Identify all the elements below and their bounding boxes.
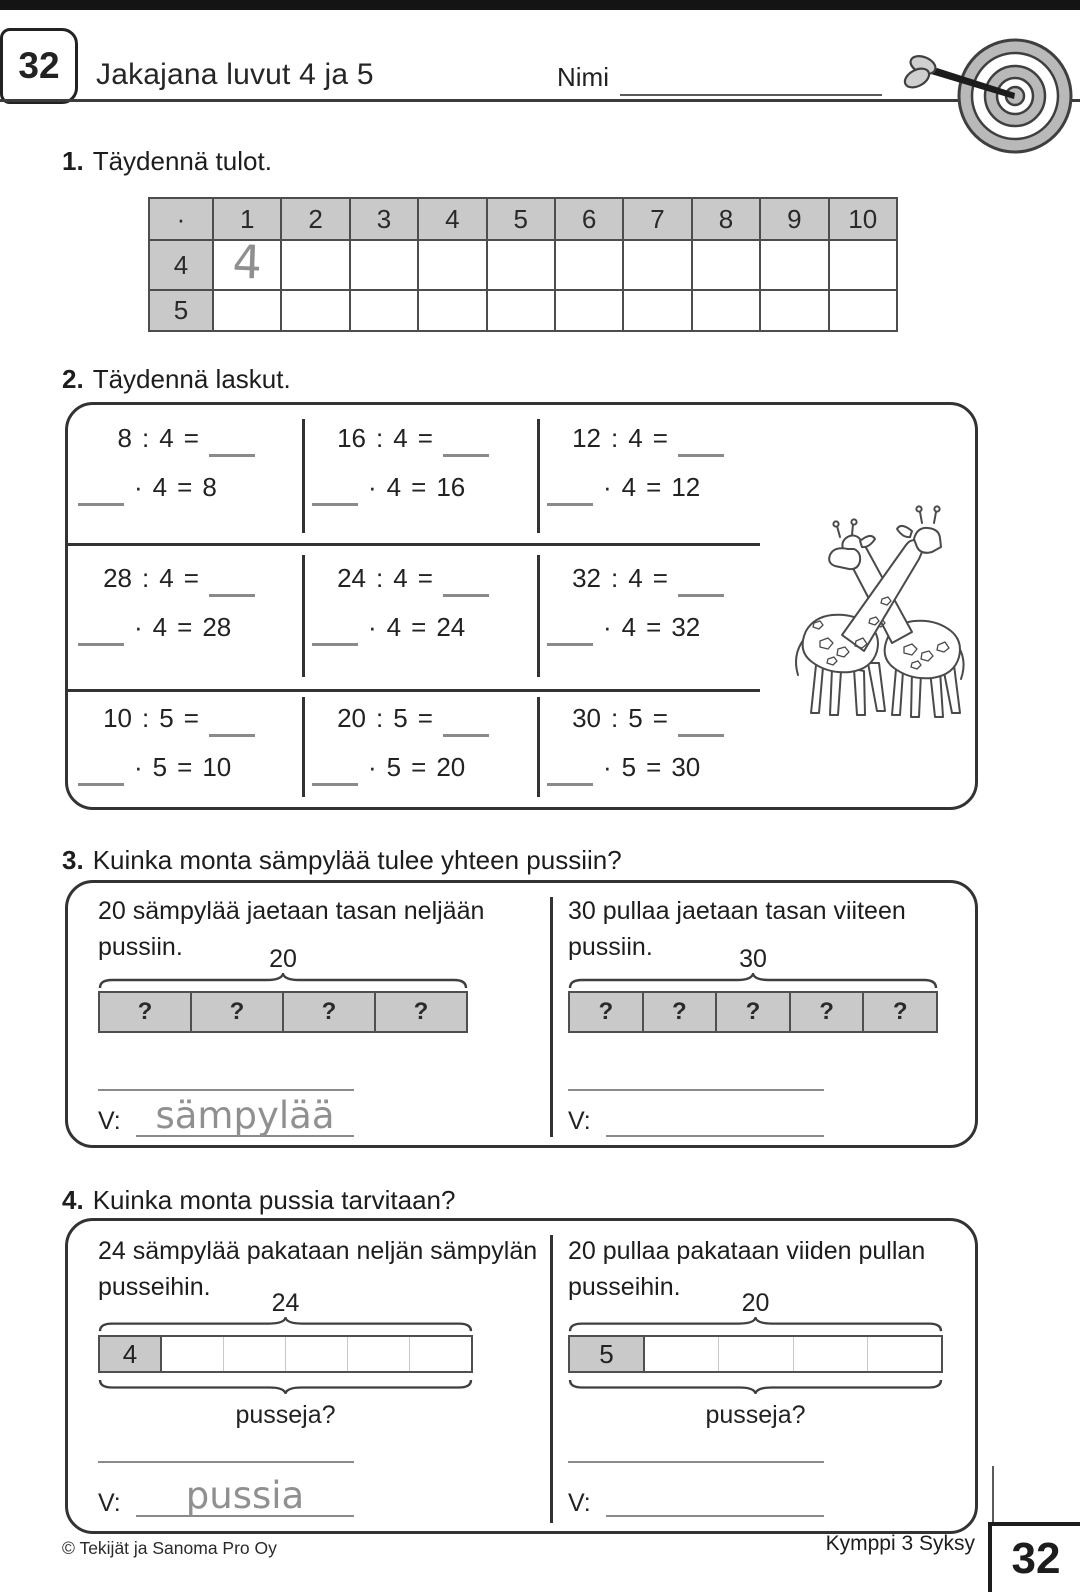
bar-segment xyxy=(224,1337,286,1371)
divisor: 4 xyxy=(628,423,643,453)
calculation-line[interactable] xyxy=(568,1461,824,1463)
multiplication-line xyxy=(312,610,540,659)
multiplication-line xyxy=(312,750,540,799)
answer-blank[interactable] xyxy=(547,760,593,786)
series-title: Kymppi 3 Syksy xyxy=(825,1532,975,1555)
table-row-header: 5 xyxy=(149,290,213,331)
division-line xyxy=(330,561,540,610)
divisor: 5 xyxy=(159,703,174,733)
divisor: 4 xyxy=(628,563,643,593)
ex3-box xyxy=(65,880,978,1148)
divisor: 4 xyxy=(159,423,174,453)
divisor: 4 xyxy=(393,563,408,593)
colon-sign: : xyxy=(376,703,384,733)
group-size-cell: 5 xyxy=(570,1337,645,1371)
colon-sign: : xyxy=(611,563,619,593)
colon-sign: : xyxy=(611,423,619,453)
dividend: 30 xyxy=(572,703,601,733)
table-cell[interactable] xyxy=(350,290,418,331)
dividend: 8 xyxy=(117,423,132,453)
v-label: V: xyxy=(98,1489,121,1517)
answer-blank[interactable] xyxy=(209,571,255,597)
problem-text: 30 pullaa jaetaan tasan viiteen xyxy=(568,897,906,925)
times-sign: · xyxy=(368,612,377,642)
total-label: 20 xyxy=(269,945,297,973)
table-cell[interactable] xyxy=(213,234,281,290)
factor: 5 xyxy=(621,752,637,782)
answer-blank[interactable] xyxy=(547,620,593,646)
table-corner-operator: · xyxy=(149,198,213,240)
problem-text: pusseihin. xyxy=(568,1273,681,1301)
group-divider-horizontal xyxy=(68,543,760,546)
equation-cell xyxy=(330,421,540,519)
table-cell[interactable] xyxy=(829,290,897,331)
ex1-number: 1. xyxy=(62,146,84,176)
copyright: © Tekijät ja Sanoma Pro Oy xyxy=(62,1538,277,1558)
table-cell[interactable] xyxy=(692,240,760,290)
answer-line[interactable] xyxy=(606,1473,824,1517)
multiplication-line xyxy=(547,750,775,799)
answer-blank[interactable] xyxy=(312,620,358,646)
table-col-header: 10 xyxy=(829,198,897,240)
dartboard-icon xyxy=(893,36,1079,158)
bar-segment xyxy=(162,1337,224,1371)
bar-cell: ? xyxy=(192,993,284,1031)
partition-bar xyxy=(98,991,468,1033)
product: 32 xyxy=(671,612,701,642)
times-sign: · xyxy=(603,472,612,502)
problem-text: pussiin. xyxy=(98,933,183,961)
equals-sign: = xyxy=(183,703,199,733)
factor: 4 xyxy=(152,472,168,502)
page-title: Jakajana luvut 4 ja 5 xyxy=(96,58,374,91)
multiplication-line xyxy=(547,610,775,659)
page-number-stem xyxy=(992,1466,994,1524)
equals-sign: = xyxy=(652,703,668,733)
v-label: V: xyxy=(98,1107,121,1135)
equals-sign: = xyxy=(417,563,433,593)
bar-cell: ? xyxy=(413,998,429,1025)
table-cell[interactable] xyxy=(692,290,760,331)
factor: 4 xyxy=(621,612,637,642)
page-number: 32 xyxy=(1011,1534,1061,1583)
equals-sign: = xyxy=(183,563,199,593)
giraffes-illustration xyxy=(780,501,980,725)
table-col-header: 8 xyxy=(692,198,760,240)
answer-blank[interactable] xyxy=(209,431,255,457)
division-line xyxy=(565,561,775,610)
equals-sign: = xyxy=(652,563,668,593)
table-cell[interactable] xyxy=(555,240,623,290)
answer-blank[interactable] xyxy=(443,431,489,457)
times-sign: · xyxy=(603,612,612,642)
brace-top-icon xyxy=(98,973,468,989)
table-col-header: 5 xyxy=(487,198,555,240)
colon-sign: : xyxy=(376,563,384,593)
bar-cell: ? xyxy=(892,998,908,1025)
product: 20 xyxy=(436,752,466,782)
table-header-row xyxy=(149,198,897,240)
table-col-header: 7 xyxy=(623,198,691,240)
equation-cell xyxy=(96,421,306,519)
name-label: Nimi xyxy=(557,62,609,92)
brace-top-icon xyxy=(568,1317,943,1332)
divisor: 5 xyxy=(393,703,408,733)
answer-blank[interactable] xyxy=(443,711,489,737)
bar-cell: ? xyxy=(644,993,718,1031)
divisor: 5 xyxy=(628,703,643,733)
calculation-line[interactable] xyxy=(98,1089,354,1091)
answer-line[interactable] xyxy=(606,1093,824,1137)
table-cell[interactable] xyxy=(623,240,691,290)
lesson-number: 32 xyxy=(18,45,60,86)
table-col-header: 2 xyxy=(281,198,349,240)
colon-sign: : xyxy=(611,703,619,733)
problem-text: 20 pullaa pakataan viiden pullan xyxy=(568,1237,926,1265)
pane-divider xyxy=(550,897,553,1137)
bar-cell: ? xyxy=(100,993,192,1031)
table-cell[interactable] xyxy=(418,240,486,290)
table-cell[interactable] xyxy=(487,290,555,331)
ex4-box xyxy=(65,1218,978,1534)
times-sign: · xyxy=(368,752,377,782)
calculation-line[interactable] xyxy=(98,1461,354,1463)
answer-blank[interactable] xyxy=(78,760,124,786)
page-number-box xyxy=(988,1522,1080,1592)
table-row-header: 4 xyxy=(149,240,213,290)
ex1-heading xyxy=(62,146,272,177)
factor: 5 xyxy=(152,752,168,782)
answer-blank[interactable] xyxy=(312,760,358,786)
division-line xyxy=(96,561,306,610)
multiplication-table xyxy=(148,197,898,332)
brace-bottom-icon xyxy=(98,1379,473,1394)
equation-cell xyxy=(565,421,775,519)
ex3-number: 3. xyxy=(62,845,84,875)
total-label: 24 xyxy=(271,1289,300,1317)
bar-segment xyxy=(794,1337,868,1371)
ex4-heading xyxy=(62,1185,455,1216)
ex2-heading-text: Täydennä laskut. xyxy=(92,364,291,394)
table-cell[interactable] xyxy=(555,290,623,331)
dividend: 16 xyxy=(337,423,366,453)
group-size-cell: 4 xyxy=(100,1337,162,1371)
bags-question-label: pusseja? xyxy=(235,1401,336,1429)
multiplication-line xyxy=(547,470,775,519)
equals-sign: = xyxy=(411,752,427,782)
dividend: 28 xyxy=(103,563,132,593)
equals-sign: = xyxy=(646,752,662,782)
bar-cell: ? xyxy=(791,993,865,1031)
product: 10 xyxy=(202,752,232,782)
answer-blank[interactable] xyxy=(443,571,489,597)
factor: 5 xyxy=(386,752,402,782)
table-cell[interactable] xyxy=(418,290,486,331)
multiplication-line xyxy=(78,610,306,659)
problem-text: pusseihin. xyxy=(98,1273,211,1301)
top-edge-bar xyxy=(0,0,1080,10)
product: 30 xyxy=(671,752,701,782)
division-line xyxy=(330,421,540,470)
answer-blank[interactable] xyxy=(678,571,724,597)
answer-blank[interactable] xyxy=(209,711,255,737)
bags-question-label: pusseja? xyxy=(705,1401,806,1429)
ex1-heading-text: Täydennä tulot. xyxy=(92,146,272,176)
handwritten-answer: 4 xyxy=(231,234,263,290)
bar-cell: ? xyxy=(570,993,644,1031)
equals-sign: = xyxy=(177,752,193,782)
equals-sign: = xyxy=(177,612,193,642)
product: 24 xyxy=(436,612,466,642)
dividend: 24 xyxy=(337,563,366,593)
division-line xyxy=(565,421,775,470)
answer-blank[interactable] xyxy=(78,480,124,506)
table-cell[interactable] xyxy=(829,240,897,290)
dividend: 10 xyxy=(103,703,132,733)
colon-sign: : xyxy=(376,423,384,453)
times-sign: · xyxy=(134,752,143,782)
ex4-number: 4. xyxy=(62,1185,84,1215)
dividend: 12 xyxy=(572,423,601,453)
answer-blank[interactable] xyxy=(78,620,124,646)
measurement-bar xyxy=(98,1335,473,1373)
dividend: 32 xyxy=(572,563,601,593)
table-row xyxy=(149,240,897,290)
equals-sign: = xyxy=(177,472,193,502)
partition-bar xyxy=(568,991,938,1033)
answer-line[interactable]: sämpylää xyxy=(136,1093,354,1137)
product: 12 xyxy=(671,472,701,502)
bar-cell: ? xyxy=(717,993,791,1031)
division-line xyxy=(330,701,540,750)
table-col-header: 6 xyxy=(555,198,623,240)
times-sign: · xyxy=(134,472,143,502)
table-cell[interactable] xyxy=(281,240,349,290)
ex2-box xyxy=(65,402,978,810)
product: 8 xyxy=(202,472,217,502)
table-row xyxy=(149,290,897,331)
multiplication-line xyxy=(78,470,306,519)
problem-text: 20 sämpylää jaetaan tasan neljään xyxy=(98,897,485,925)
answer-blank[interactable] xyxy=(312,480,358,506)
times-sign: · xyxy=(603,752,612,782)
table-cell[interactable] xyxy=(760,290,828,331)
times-sign: · xyxy=(134,612,143,642)
ex3-heading-text: Kuinka monta sämpylää tulee yhteen pussiin? xyxy=(92,845,622,875)
equation-cell xyxy=(96,561,306,659)
colon-sign: : xyxy=(142,703,150,733)
equals-sign: = xyxy=(417,423,433,453)
bar-segment xyxy=(645,1337,719,1371)
ex2-number: 2. xyxy=(62,364,84,394)
colon-sign: : xyxy=(142,563,150,593)
divisor: 4 xyxy=(159,563,174,593)
equation-cell xyxy=(565,701,775,799)
equals-sign: = xyxy=(417,703,433,733)
equation-cell xyxy=(96,701,306,799)
table-cell[interactable] xyxy=(760,240,828,290)
brace-top-icon xyxy=(568,973,938,989)
pane-divider xyxy=(550,1235,553,1523)
table-col-header: 3 xyxy=(350,198,418,240)
table-cell[interactable] xyxy=(487,240,555,290)
ex4-heading-text: Kuinka monta pussia tarvitaan? xyxy=(92,1185,456,1215)
table-col-header: 4 xyxy=(418,198,486,240)
total-label: 20 xyxy=(741,1289,770,1317)
answer-blank[interactable] xyxy=(678,711,724,737)
factor: 4 xyxy=(386,472,402,502)
equation-cell xyxy=(565,561,775,659)
table-cell[interactable] xyxy=(623,290,691,331)
bar-segment xyxy=(410,1337,471,1371)
factor: 4 xyxy=(152,612,168,642)
equals-sign: = xyxy=(646,472,662,502)
table-cell[interactable] xyxy=(213,290,281,331)
equals-sign: = xyxy=(183,423,199,453)
equals-sign: = xyxy=(646,612,662,642)
times-sign: · xyxy=(368,472,377,502)
equation-cell xyxy=(330,701,540,799)
product: 16 xyxy=(436,472,466,502)
brace-top-icon xyxy=(98,1317,473,1332)
brace-bottom-icon xyxy=(568,1379,943,1394)
bar-segment xyxy=(868,1337,941,1371)
total-label: 30 xyxy=(739,945,767,973)
problem-text: 24 sämpylää pakataan neljän sämpylän xyxy=(98,1237,538,1265)
ex2-heading xyxy=(62,364,291,395)
dividend: 20 xyxy=(337,703,366,733)
table-cell[interactable] xyxy=(281,290,349,331)
division-line xyxy=(96,421,306,470)
division-line xyxy=(96,701,306,750)
v-label: V: xyxy=(568,1489,591,1517)
table-cell[interactable] xyxy=(350,240,418,290)
group-divider-horizontal xyxy=(68,689,760,692)
answer-blank[interactable] xyxy=(547,480,593,506)
equals-sign: = xyxy=(411,472,427,502)
v-label: V: xyxy=(568,1107,591,1135)
factor: 4 xyxy=(621,472,637,502)
division-line xyxy=(565,701,775,750)
ex3-heading xyxy=(62,845,622,876)
product: 28 xyxy=(202,612,232,642)
bar-segment xyxy=(286,1337,348,1371)
equation-cell xyxy=(330,561,540,659)
answer-blank[interactable] xyxy=(678,431,724,457)
bar-cell: ? xyxy=(284,993,376,1031)
colon-sign: : xyxy=(142,423,150,453)
bar-segment xyxy=(719,1337,793,1371)
answer-line[interactable]: pussia xyxy=(136,1473,354,1517)
problem-text: pussiin. xyxy=(568,933,653,961)
factor: 4 xyxy=(386,612,402,642)
lesson-number-box xyxy=(0,28,78,104)
table-col-header: 1 xyxy=(213,198,281,240)
divisor: 4 xyxy=(393,423,408,453)
name-input-line[interactable] xyxy=(620,94,882,96)
bar-segment xyxy=(348,1337,410,1371)
measurement-bar xyxy=(568,1335,943,1373)
multiplication-line xyxy=(78,750,306,799)
equals-sign: = xyxy=(652,423,668,453)
table-col-header: 9 xyxy=(760,198,828,240)
multiplication-line xyxy=(312,470,540,519)
calculation-line[interactable] xyxy=(568,1089,824,1091)
equals-sign: = xyxy=(411,612,427,642)
